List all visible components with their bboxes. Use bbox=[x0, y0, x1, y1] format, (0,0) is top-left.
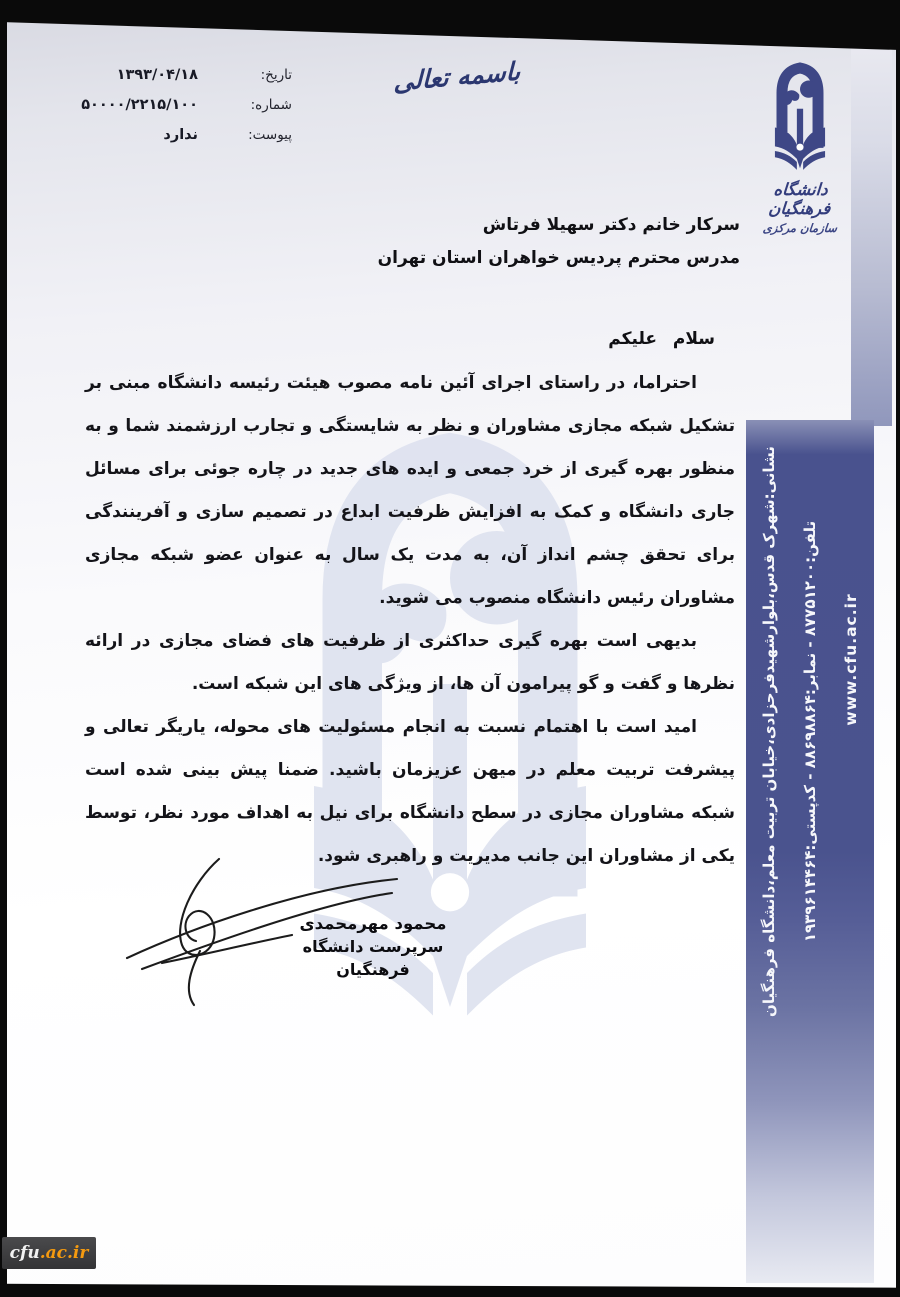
paragraph-2: بدیهی است بهره گیری حداکثری از ظرفیت های فضای مجازی در ارائه نظرها و گفت و گو پیرامون آن ها، از ویژگی های این شبکه است. bbox=[85, 631, 735, 694]
letter-meta-block bbox=[52, 60, 292, 150]
central-organization-label: سازمان مرکزی bbox=[762, 221, 838, 235]
badge-cfu-text: cfu bbox=[9, 1243, 40, 1263]
scan-border-left bbox=[0, 0, 7, 1297]
university-emblem-icon bbox=[753, 52, 847, 178]
badge-acir-text: .ac.ir bbox=[39, 1243, 89, 1263]
number-value: ۵۰۰۰۰/۲۲۱۵/۱۰۰ bbox=[81, 97, 198, 113]
signer-title: سرپرست دانشگاه فرهنگیان bbox=[302, 937, 444, 979]
university-name: دانشگاه فرهنگیان bbox=[767, 180, 831, 218]
university-logo-block bbox=[740, 52, 860, 235]
besmele-calligraphy: باسمه تعالی bbox=[393, 56, 521, 97]
scan-border-top bbox=[0, 0, 900, 50]
strip-contacts: تلفن:۸۷۷۵۱۲۰۰ - نمابر:۸۸۶۹۸۸۶۴ - کدپستی:۱۹۳۹۶۱۴۴۶۴ bbox=[800, 520, 819, 943]
handwritten-signature bbox=[122, 843, 402, 1008]
paragraph-3: امید است با اهتمام نسبت به انجام مسئولیت های محوله، یاریگر تعالی و پیشرفت تربیت معلم در میهن عزیزمان باشید. ضمنا پیش بینی شده است شبکه مشاوران مجازی در سطح دانشگاه برای نیل به اهداف مورد نظر، توسط یکی از مشاوران این جانب مدیریت و راهبری شود. bbox=[85, 717, 735, 866]
attachment-value: ندارد bbox=[163, 127, 198, 143]
letter-body bbox=[85, 362, 735, 878]
recipient-title: مدرس محترم پردیس خواهران استان تهران bbox=[377, 248, 740, 268]
date-value: ۱۳۹۳/۰۴/۱۸ bbox=[116, 67, 198, 83]
strip-website: www.cfu.ac.ir bbox=[841, 593, 860, 726]
recipient-block bbox=[378, 209, 740, 275]
strip-address: نشانی:شهرک قدس،بلوارشهیدفرحزادی،خیابان تربیت معلم،دانشگاه فرهنگیان bbox=[759, 446, 778, 1017]
meta-row-attachment bbox=[52, 120, 292, 150]
scan-border-right bbox=[896, 0, 900, 1297]
contact-strip-rotated-text bbox=[746, 420, 874, 1283]
salutation: سلام علیکم bbox=[608, 329, 715, 349]
cfu-watermark-badge bbox=[2, 1237, 96, 1269]
paragraph-1: احتراما، در راستای اجرای آئین نامه مصوب هیئت رئیسه دانشگاه مبنی بر تشکیل شبکه مجازی مشاوران و نظر به شایستگی و تجارب ارزشمند شما و به منظور بهره گیری از خرد جمعی و ایده های جدید در چاره جوئی برای مسائل جاری دانشگاه و کمک به افزایش ظرفیت ابداع در تصمیم سازی و آفرینندگی برای تحقق چشم انداز آن، به مدت یک سال به عنوان عضو شبکه مجازی مشاوران رئیس دانشگاه منصوب می شوید. bbox=[85, 373, 735, 608]
attachment-label: پیوست: bbox=[248, 127, 292, 143]
contact-strip bbox=[746, 420, 874, 1283]
date-label: تاریخ: bbox=[260, 67, 292, 83]
scan-border-bottom bbox=[0, 1282, 900, 1297]
meta-row-date bbox=[52, 60, 292, 90]
meta-row-number bbox=[52, 90, 292, 120]
signer-name: محمود مهرمحمدی bbox=[299, 914, 447, 933]
number-label: شماره: bbox=[250, 97, 292, 113]
recipient-name: سرکار خانم دکتر سهیلا فرتاش bbox=[482, 215, 740, 235]
